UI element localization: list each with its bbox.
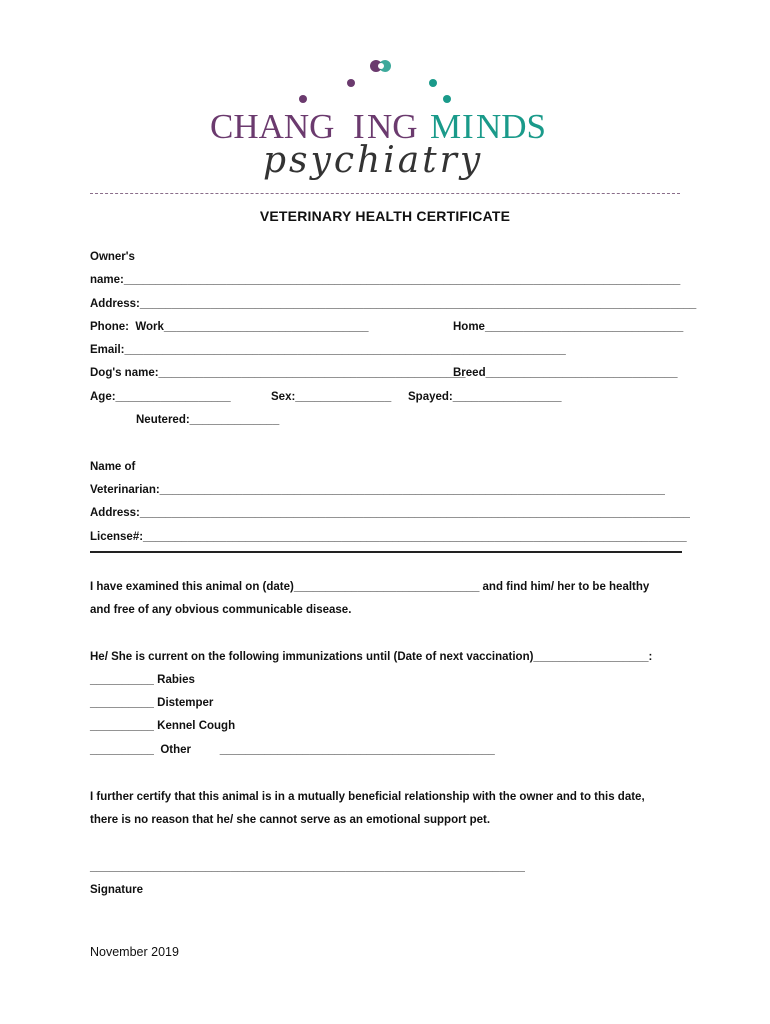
- section-divider: [90, 551, 682, 553]
- logo-word-psychiatry: psychiatry: [263, 140, 484, 181]
- svg-text:I: I: [462, 107, 474, 146]
- logo-word-minds: M: [430, 107, 462, 146]
- phone-home-field[interactable]: Home_______________________________: [453, 321, 684, 333]
- page-title: VETERINARY HEALTH CERTIFICATE: [259, 208, 511, 224]
- phone-work-field[interactable]: Phone: Work________________________________: [90, 321, 369, 333]
- license-field[interactable]: License#:_____________________________________________________________________________________: [90, 531, 687, 543]
- immunization-distemper[interactable]: __________ Distemper: [90, 697, 214, 709]
- footer-date: November 2019: [90, 945, 179, 959]
- exam-statement-line1[interactable]: I have examined this animal on (date)_____________________________ and find him/ her to be healthy: [90, 581, 650, 593]
- neutered-field[interactable]: Neutered:______________: [136, 414, 280, 426]
- svg-text:I: I: [353, 107, 365, 146]
- signature-label: Signature: [90, 884, 144, 896]
- immunization-other[interactable]: __________ Other ___________________________________________: [90, 744, 495, 756]
- logo: [205, 55, 555, 185]
- owner-name-field[interactable]: name:_______________________________________________________________________________________: [90, 274, 681, 286]
- vet-address-field[interactable]: Address:______________________________________________________________________________________: [90, 507, 690, 519]
- immunizations-intro[interactable]: He/ She is current on the following immunizations until (Date of next vaccination)__________________:: [90, 651, 653, 663]
- certify-statement-line2: there is no reason that he/ she cannot serve as an emotional support pet.: [90, 814, 491, 826]
- dog-name-field[interactable]: Dog's name:________________________________________________: [90, 367, 466, 379]
- owners-label: Owner's: [90, 251, 135, 263]
- veterinarian-field[interactable]: Veterinarian:_______________________________________________________________________________: [90, 484, 665, 496]
- svg-text:NG: NG: [367, 107, 418, 146]
- owner-address-field[interactable]: Address:_______________________________________________________________________________________: [90, 298, 697, 310]
- changing-minds-logo-icon: [205, 55, 555, 185]
- exam-statement-line2: and free of any obvious communicable disease.: [90, 604, 352, 616]
- breed-field[interactable]: Breed______________________________: [453, 367, 678, 379]
- header-divider: [90, 193, 680, 194]
- signature-field[interactable]: ____________________________________________________________________: [90, 861, 525, 873]
- email-field[interactable]: Email:_____________________________________________________________________: [90, 344, 566, 356]
- sex-field[interactable]: Sex:_______________: [271, 391, 392, 403]
- svg-text:NDS: NDS: [476, 107, 547, 146]
- immunization-rabies[interactable]: __________ Rabies: [90, 674, 195, 686]
- name-of-label: Name of: [90, 461, 136, 473]
- certify-statement-line1: I further certify that this animal is in a mutually beneficial relationship with the owner and to this date,: [90, 791, 645, 803]
- logo-word-changing: CHANG: [210, 107, 335, 146]
- age-field[interactable]: Age:__________________: [90, 391, 231, 403]
- immunization-kennel-cough[interactable]: __________ Kennel Cough: [90, 720, 236, 732]
- spayed-field[interactable]: Spayed:_________________: [408, 391, 562, 403]
